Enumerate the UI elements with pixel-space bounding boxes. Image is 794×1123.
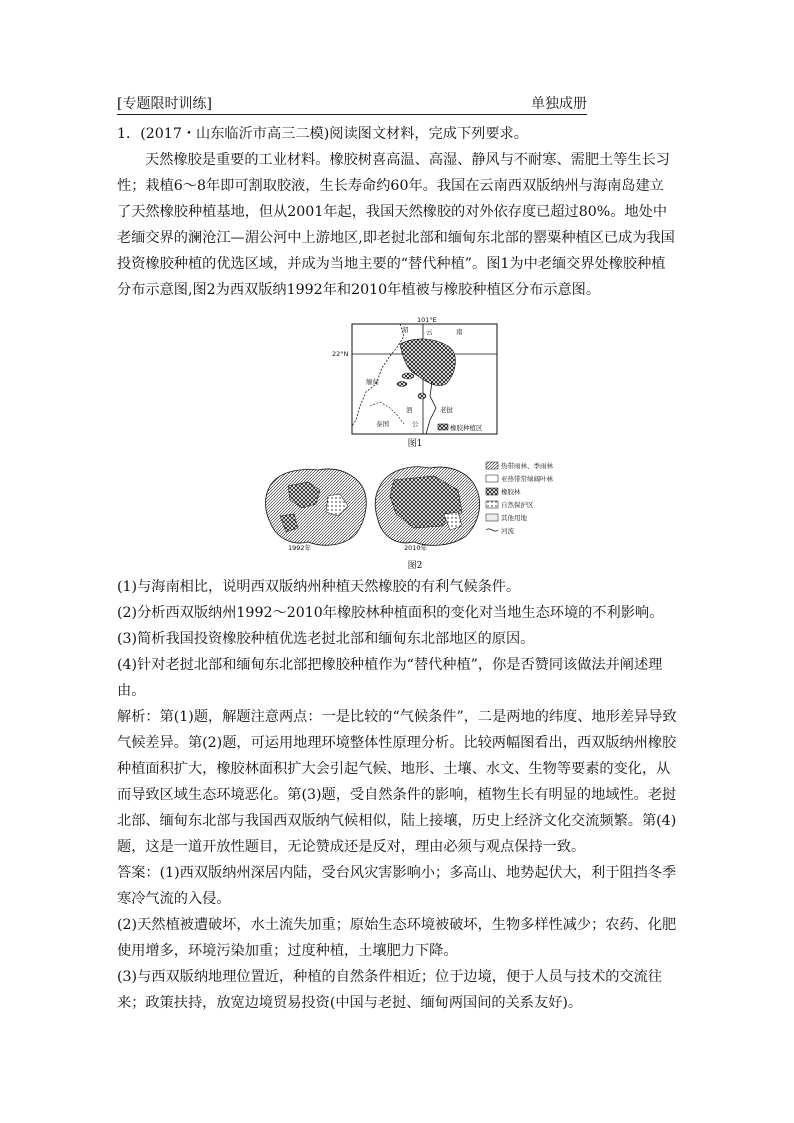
legend-item: 橡胶林 bbox=[501, 488, 521, 496]
legend-item: 热带雨林、季雨林 bbox=[501, 462, 553, 470]
label-yunnan-2: 南 bbox=[456, 328, 463, 336]
header-note: 单独成册 bbox=[531, 96, 587, 112]
figure-2-map bbox=[258, 456, 558, 556]
rubber-area-4 bbox=[418, 393, 426, 399]
header-label: [专题限时训练] bbox=[117, 96, 212, 112]
longitude-label: 101°E bbox=[417, 316, 437, 324]
figure-1-map bbox=[330, 316, 500, 436]
figure-2-caption: 图2 bbox=[407, 561, 423, 571]
label-laos-b: 公 bbox=[412, 420, 419, 428]
question-paragraph: 天然橡胶是重要的工业材料。橡胶树喜高温、高湿、静风与不耐寒、需肥土等生长习性；栽植6～8年即可割取胶液，生长寿命约60年。我国在云南西双版纳州与海南岛建立了天然橡胶种植基地，但从2001年起，我国天然橡胶的对外依存度已超过80%。地处中老缅交界的澜沧江—湄公河中上游地区,即老挝北部和缅甸东北部的罂粟种植区已成为我国投资橡胶种植的优选区域，并成为当地主要的“替代种植”。图1为中老缅交界处橡胶种植分布示意图,图2为西双版纳1992年和2010年植被与橡胶种植区分布示意图。 bbox=[117, 152, 675, 298]
label-myanmar: 缅甸 bbox=[366, 378, 379, 386]
year-2010-label: 2010年 bbox=[404, 544, 428, 552]
subquestion-4: (4)针对老挝北部和缅甸东北部把橡胶种植作为“替代种植”，你是否赞同该做法并阐述理由。 bbox=[117, 657, 663, 699]
legend-item: 其他用地 bbox=[501, 514, 527, 522]
subquestion-3: (3)简析我国投资橡胶种植优选老挝北部和缅甸东北部地区的原因。 bbox=[117, 631, 535, 647]
subquestion-1: (1)与海南相比，说明西双版纳州种植天然橡胶的有利气候条件。 bbox=[117, 579, 521, 595]
section-header bbox=[117, 95, 587, 115]
legend-swatch bbox=[438, 424, 448, 430]
legend-item: 自然保护区 bbox=[501, 501, 534, 509]
answer-2: (2)天然植被遭破坏，水土流失加重；原始生态环境被破坏，生物多样性减少；农药、化肥使用增多，环境污染加重；过度种植，土壤肥力下降。 bbox=[117, 917, 677, 959]
rubber-area-3 bbox=[397, 382, 407, 387]
year-1992-label: 1992年 bbox=[288, 544, 312, 552]
answer-1: 答案：(1)西双版纳州深居内陆，受台风灾害影响小；多高山、地势起伏大，利于阻挡冬季寒冷气流的入侵。 bbox=[117, 865, 677, 907]
label-yunnan-1: 云 bbox=[426, 328, 433, 336]
answer-3: (3)与西双版纳地理位置近，种植的自然条件相近；位于边境，便于人员与技术的交流往来；政策扶持，放宽边境贸易投资(中国与老挝、缅甸两国间的关系友好)。 bbox=[117, 969, 663, 1011]
label-laos-a: 泗 bbox=[406, 406, 413, 414]
figure-2-legend bbox=[486, 461, 554, 535]
subquestion-2: (2)分析西双版纳州1992～2010年橡胶林种植面积的变化对当地生态环境的不利影响。 bbox=[117, 605, 664, 621]
figure-1-caption: 图1 bbox=[407, 439, 423, 449]
analysis-text: 解析：第(1)题，解题注意两点：一是比较的“气候条件”，二是两地的纬度、地形差异导致气候差异。第(2)题，可运用地理环境整体性原理分析。比较两幅图看出，西双版纳州橡胶种植面积扩大，橡胶林面积扩大会引起气候、地形、土壤、水文、生物等要素的变化，从而导致区域生态环境恶化。第(3)题，受自然条件的影响，植物生长有明显的地域性。老挝北部、缅甸东北部与我国西双版纳气候相似，陆上接壤，历史上经济文化交流频繁。第(4)题，这是一道开放性题目，无论赞成还是反对，理由必须与观点保持一致。 bbox=[117, 709, 677, 855]
legend-item: 河流 bbox=[501, 527, 514, 535]
label-laos: 老挝 bbox=[440, 406, 453, 414]
question-title: 1．(2017・山东临沂市高三二模)阅读图文材料，完成下列要求。 bbox=[117, 126, 528, 142]
latitude-label: 22°N bbox=[332, 350, 349, 358]
legend-label: 橡胶种植区 bbox=[450, 424, 483, 432]
subquestions-block bbox=[117, 574, 677, 1016]
legend-item: 亚热带常绿阔叶林 bbox=[501, 475, 553, 483]
question-block bbox=[117, 121, 677, 303]
rubber-area-2 bbox=[402, 373, 414, 379]
map-1992 bbox=[266, 469, 367, 545]
label-mekong: 湄 bbox=[402, 326, 409, 334]
label-thailand: 泰国 bbox=[376, 420, 389, 428]
